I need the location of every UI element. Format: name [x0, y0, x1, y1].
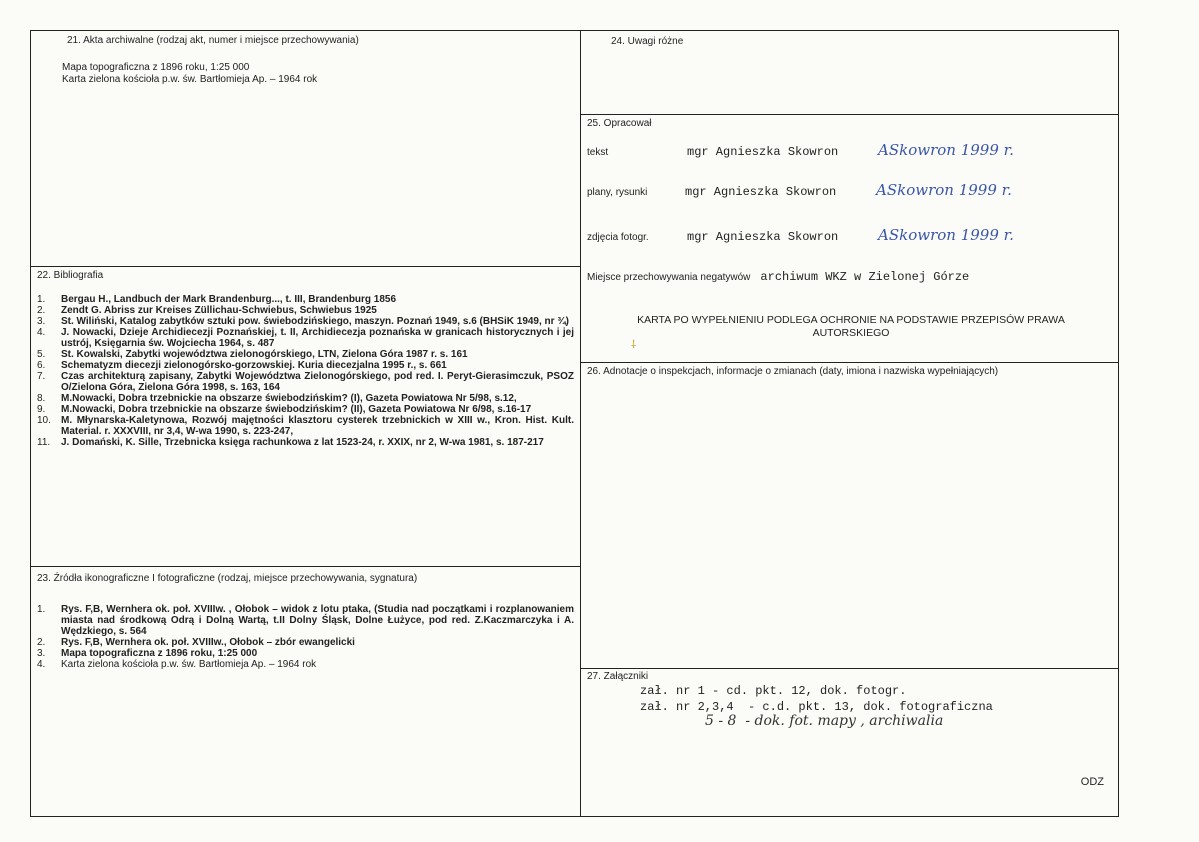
item-number: 5.: [37, 349, 46, 360]
iconographic-item: [37, 604, 574, 637]
section-21-archival-records: [31, 31, 581, 267]
item-text: Czas architekturą zapisany, Zabytki Województwa Zielonogórskiego, pod red. I. Peryt-Gierasimczuk, PSOZ O/Zielona Góra, Zielona Góra 1998, s. 163, 164: [61, 371, 574, 393]
item-number: 1.: [37, 604, 46, 615]
section-22-label: 22. Bibliografia: [37, 270, 104, 281]
section-23-label: 23. Źródła ikonograficzne I fotograficzne (rodzaj, miejsce przechowywania, sygnatura): [37, 573, 418, 584]
footer-code: ODZ: [1080, 776, 1104, 788]
attachment-line-2: zał. nr 2,3,4 - c.d. pkt. 13, dok. fotograficzna: [640, 700, 993, 714]
prepared-role: zdjęcia fotogr.: [587, 232, 649, 243]
section-21-label: 21. Akta archiwalne (rodzaj akt, numer i miejsce przechowywania): [67, 35, 359, 46]
handwritten-signature: ASkowron 1999 r.: [878, 141, 1014, 159]
section-25-label: 25. Opracował: [587, 118, 652, 129]
bibliography-item: [37, 393, 574, 404]
bibliography-item: [37, 404, 574, 415]
negatives-label: Miejsce przechowywania negatywów: [587, 272, 751, 283]
item-text: Rys. F,B, Wernhera ok. poł. XVIIIw. , Ołobok – widok z lotu ptaka, (Studia nad początkami i rozplanowaniem miasta nad środkową Odrą i Dolną Wartą, t.II Dolny Śląsk, Dolne Łużyce, pod red. Z.Kaczmarczyka i A. Wędzkiego, s. 564: [61, 604, 574, 637]
iconographic-list: [37, 604, 574, 670]
bibliography-item: [37, 349, 574, 360]
iconographic-item: [37, 637, 574, 648]
item-text: Mapa topograficzna z 1896 roku, 1:25 000: [61, 648, 258, 659]
item-text: Rys. F,B, Wernhera ok. poł. XVIIIw., Ołobok – zbór ewangelicki: [61, 637, 355, 648]
bibliography-item: [37, 316, 574, 327]
bibliography-item: [37, 294, 574, 305]
section-26-inspection-notes: [581, 363, 1118, 669]
bibliography-list: [37, 294, 574, 448]
section-27-label: 27. Załączniki: [587, 671, 649, 682]
item-number: 1.: [37, 294, 46, 305]
item-number: 2.: [37, 637, 46, 648]
item-number: 4.: [37, 659, 46, 670]
item-number: 9.: [37, 404, 46, 415]
attachment-line-1: zał. nr 1 - cd. pkt. 12, dok. fotogr.: [640, 684, 907, 698]
prepared-role: tekst: [587, 147, 609, 158]
item-number: 7.: [37, 371, 46, 382]
iconographic-item: [37, 659, 574, 670]
item-text: Bergau H., Landbuch der Mark Brandenburg..., t. III, Brandenburg 1856: [61, 294, 397, 305]
section-23-iconographic-sources: [31, 567, 581, 816]
archival-line-1: Mapa topograficzna z 1896 roku, 1:25 000: [62, 62, 250, 73]
item-text: St. Wiliński, Katalog zabytków sztuki pow. świebodzińskiego, maszyn. Poznań 1949, s.6 (BHSiK 1949, nr ¾): [61, 316, 570, 327]
handwritten-signature: ASkowron 1999 r.: [878, 226, 1014, 244]
item-number: 6.: [37, 360, 46, 371]
bibliography-item: [37, 305, 574, 316]
prepared-role: plany, rysunki: [587, 187, 648, 198]
item-text: J. Nowacki, Dzieje Archidiecezji Poznańskiej, t. II, Archidiecezja poznańska w granicach historycznych i jej ustrój, Księgarnia św. Wojciecha 1964, s. 487: [61, 327, 574, 349]
negatives-storage-row: [587, 270, 969, 284]
bibliography-item: [37, 415, 574, 437]
item-number: 4.: [37, 327, 46, 338]
item-text: St. Kowalski, Zabytki województwa zielonogórskiego, LTN, Zielona Góra 1987 r. s. 161: [61, 349, 468, 360]
section-24-remarks: [581, 31, 1118, 115]
item-number: 8.: [37, 393, 46, 404]
prepared-name: mgr Agnieszka Skowron: [687, 145, 839, 159]
bibliography-item: [37, 360, 574, 371]
item-number: 3.: [37, 316, 46, 327]
prepared-row-drawings: [587, 181, 1012, 199]
prepared-name: mgr Agnieszka Skowron: [687, 230, 839, 244]
handwritten-signature: ASkowron 1999 r.: [876, 181, 1012, 199]
section-24-label: 24. Uwagi różne: [611, 36, 684, 47]
archival-line-2: Karta zielona kościoła p.w. św. Bartłomieja Ap. – 1964 rok: [62, 74, 318, 85]
attachment-line-3-handwritten: 5 - 8 - dok. fot. mapy , archiwalia: [705, 713, 944, 729]
item-number: 11.: [37, 437, 51, 448]
item-text: M.Nowacki, Dobra trzebnickie na obszarze świebodzińskim? (I), Gazeta Powiatowa Nr 5/98, s.12,: [61, 393, 517, 404]
section-26-label: 26. Adnotacje o inspekcjach, informacje o zmianach (daty, imiona i nazwiska wypełniających): [587, 366, 999, 377]
bibliography-item: [37, 437, 574, 448]
item-number: 2.: [37, 305, 46, 316]
prepared-row-text: [587, 141, 1014, 159]
small-mark: ⸸: [631, 339, 637, 351]
item-text: M. Młynarska-Kaletynowa, Rozwój majętności klasztoru cysterek trzebnickich w XIII w., Kron. Hist. Kult. Material. r. XXXVIII, nr 3,4, W-wa 1990, s. 223-247,: [61, 415, 574, 437]
item-number: 10.: [37, 415, 51, 426]
item-text: Schematyzm diecezji zielonogórsko-gorzowskiej. Kuria diecezjalna 1995 r., s. 661: [61, 360, 447, 371]
record-card: [30, 30, 1119, 817]
item-text: J. Domański, K. Sille, Trzebnicka księga rachunkowa z lat 1523-24, r. XXIX, nr 2, W-wa 1981, s. 187-217: [61, 437, 544, 448]
item-text: M.Nowacki, Dobra trzebnickie na obszarze świebodzińskim? (II), Gazeta Powiatowa Nr 6/98, s.16-17: [61, 404, 532, 415]
item-number: 3.: [37, 648, 46, 659]
copyright-notice: KARTA PO WYPEŁNIENIU PODLEGA OCHRONIE NA PODSTAWIE PRZEPISÓW PRAWA AUTORSKIEGO: [637, 314, 1065, 339]
item-text: Karta zielona kościoła p.w. św. Bartłomieja Ap. – 1964 rok: [61, 659, 317, 670]
section-25-prepared-by: [581, 115, 1118, 363]
bibliography-item: [37, 371, 574, 393]
section-27-attachments: [581, 669, 1118, 816]
prepared-row-photos: [587, 226, 1014, 244]
item-text: Zendt G. Abriss zur Kreises Züllichau-Schwiebus, Schwiebus 1925: [61, 305, 377, 316]
negatives-value: archiwum WKZ w Zielonej Górze: [760, 270, 970, 284]
section-22-bibliography: [31, 267, 581, 567]
bibliography-item: [37, 327, 574, 349]
prepared-name: mgr Agnieszka Skowron: [685, 185, 837, 199]
iconographic-item: [37, 648, 574, 659]
